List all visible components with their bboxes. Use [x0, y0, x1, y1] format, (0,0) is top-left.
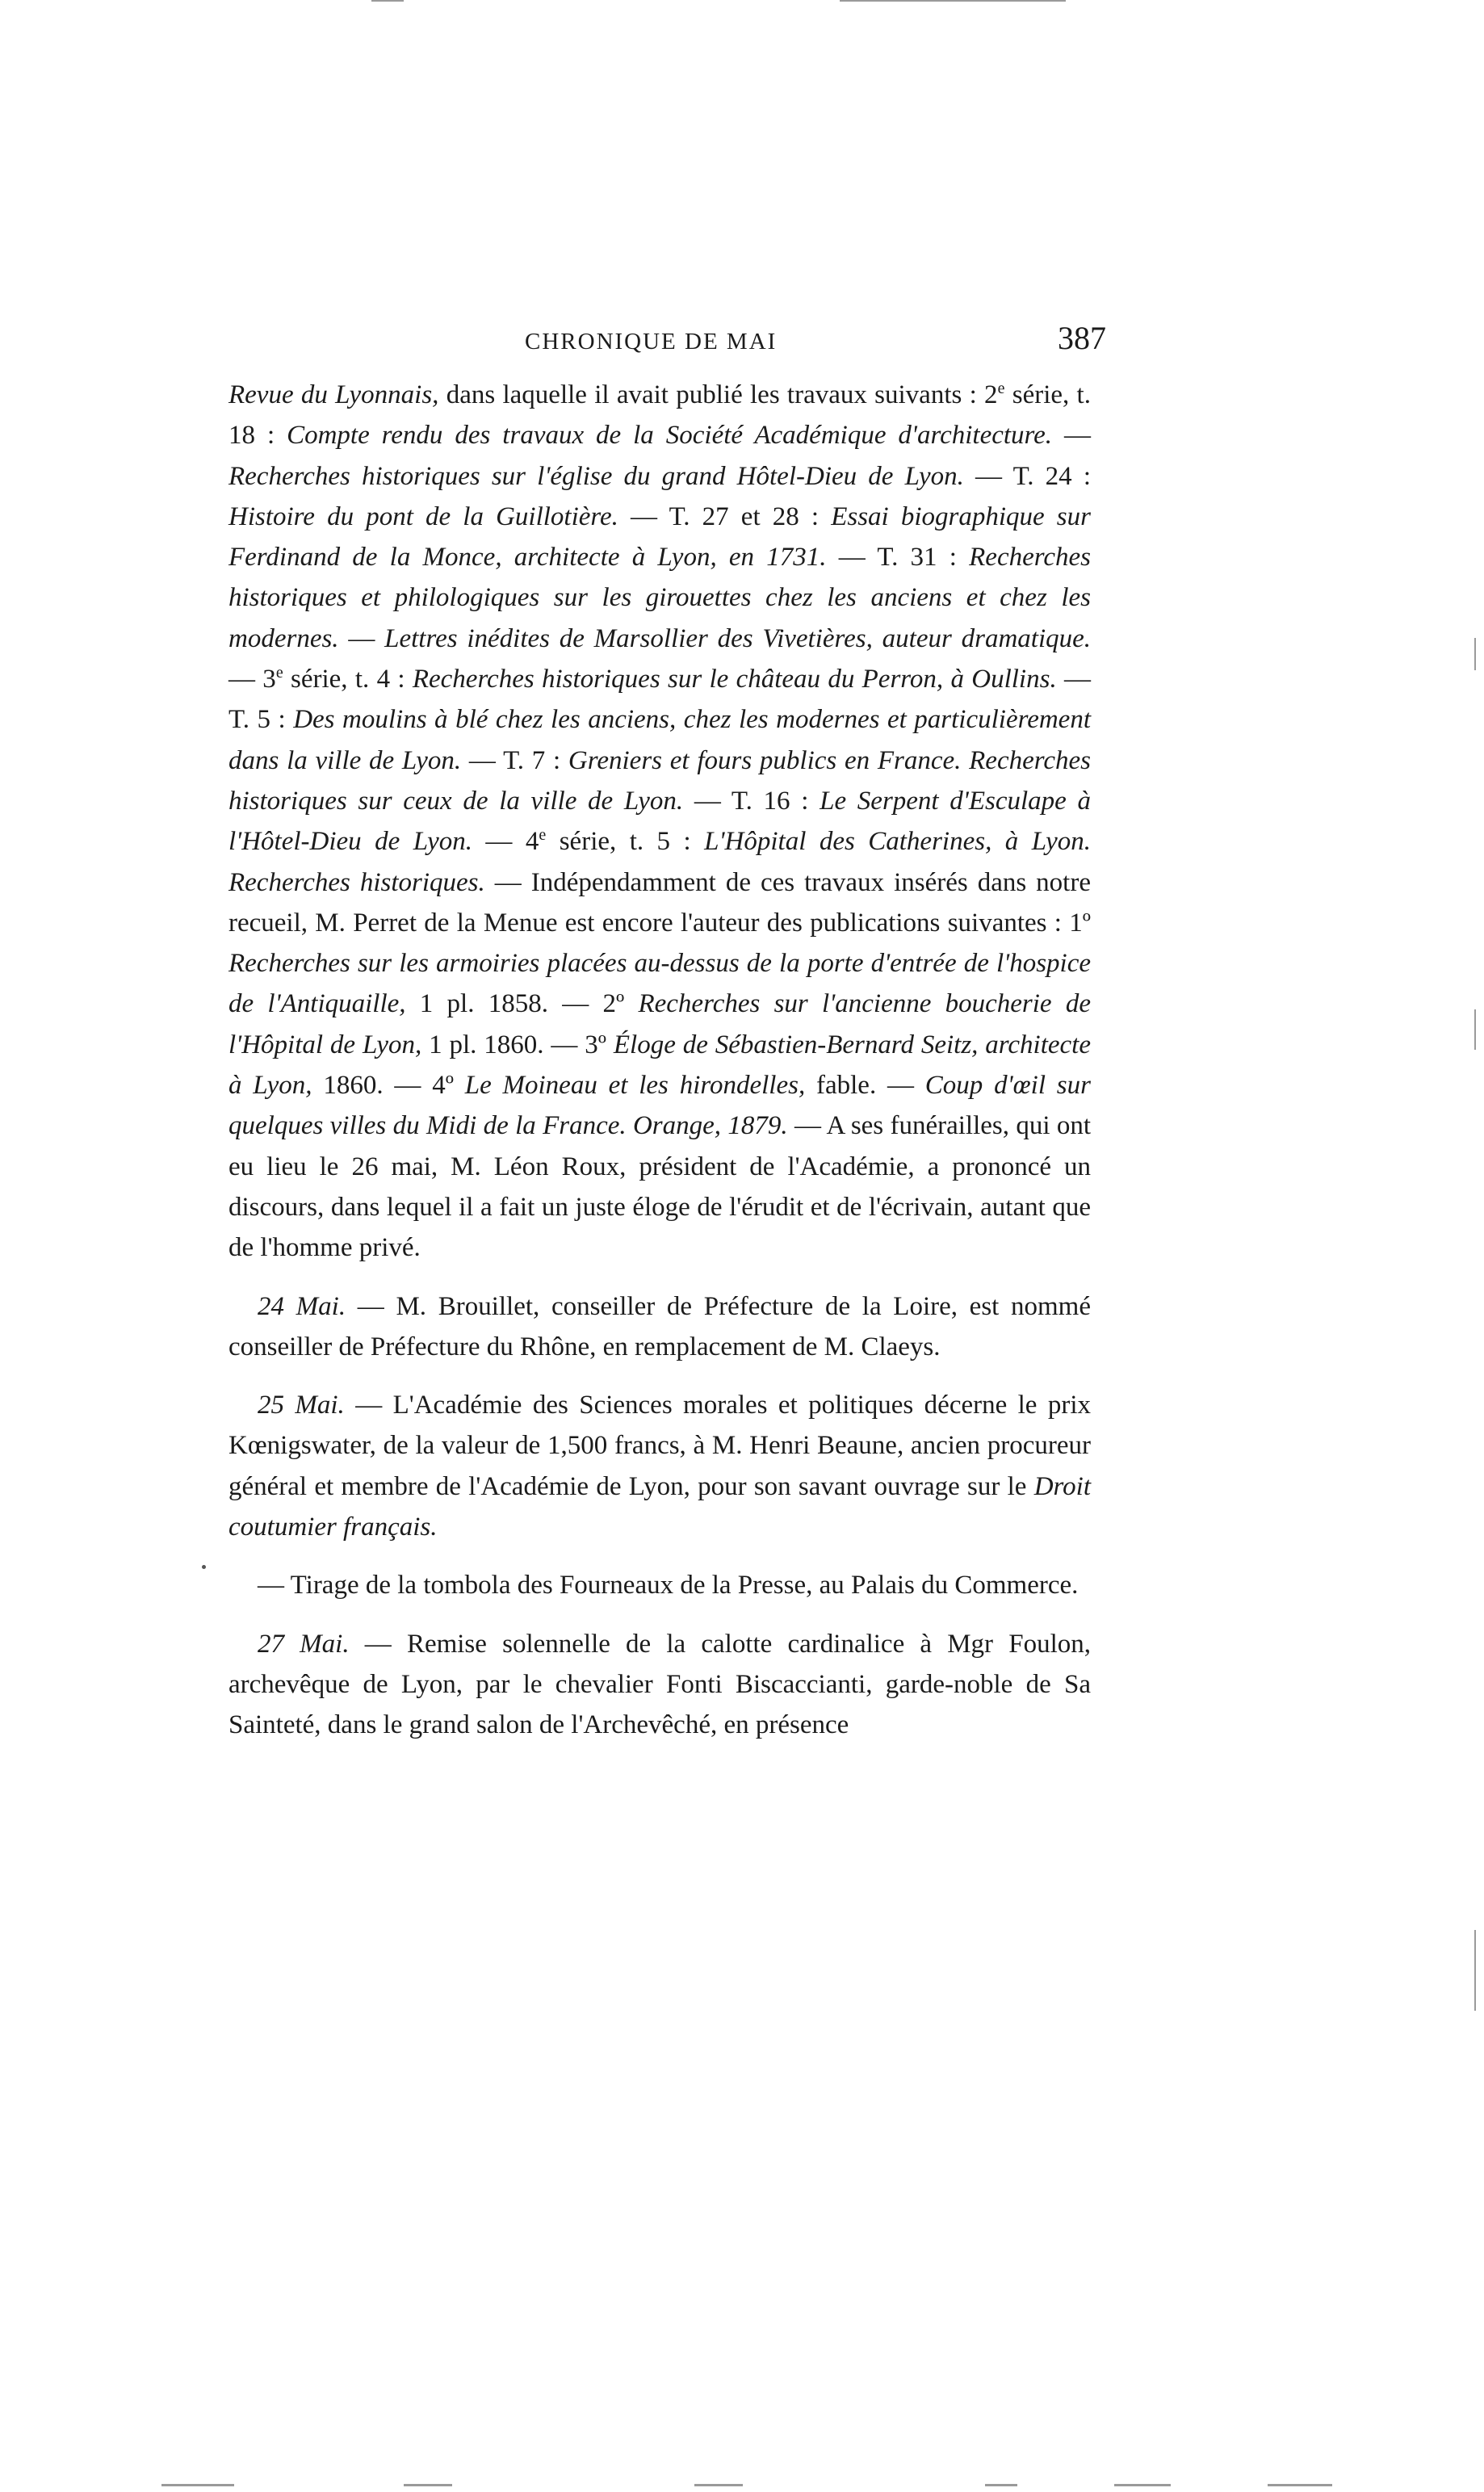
scan-artifact-bottom [1114, 2484, 1171, 2486]
scan-artifact-bottom [161, 2484, 234, 2486]
paragraph [228, 375, 1091, 1269]
text-run: — 3 [228, 665, 276, 694]
text-run: — Indépendamment de ces travaux insérés dans notre recueil, M. Perret de la Menue est encore l'auteur des publications suivantes : 1º [228, 867, 1091, 938]
text-run: — T. 27 et 28 : [618, 501, 832, 531]
text-run: — Remise solennelle de la calotte cardinalice à Mgr Foulon, archevêque de Lyon, par le chevalier Fonti Biscaccianti, garde-noble de Sa Sainteté, dans le grand salon de l'Archevêché, en présence [228, 1629, 1091, 1740]
paragraph [228, 1385, 1091, 1547]
italic-text: Compte rendu des travaux de la Société Académique d'architecture. [287, 421, 1053, 451]
italic-text: Recherches historiques et philologiques sur les girouettes chez les anciens et chez les modernes. [228, 543, 1091, 653]
text-run: 1860. — 4º [312, 1071, 465, 1101]
running-head: CHRONIQUE DE MAI [525, 329, 778, 355]
body-text [228, 375, 1091, 1764]
italic-text: Recherches historiques sur le château du Perron, à Oullins. [412, 665, 1057, 694]
text-run: 1 pl. 1860. — 3º [421, 1030, 614, 1059]
text-run: — T. 31 : [826, 543, 970, 573]
text-run: — Tirage de la tombola des Fourneaux de la Presse, au Palais du Commerce. [258, 1571, 1079, 1601]
scan-artifact-bottom [985, 2484, 1017, 2486]
paragraph [228, 1565, 1091, 1605]
text-run: — A ses funérailles, qui ont eu lieu le 26 mai, M. Léon Roux, président de l'Académie, a prononcé un discours, dans lequel il a fait un juste éloge de l'érudit et de l'écrivain, autant que de l'homme privé. [228, 1111, 1091, 1263]
italic-text: Histoire du pont de la Guillotière. [228, 501, 618, 531]
text-run: série, t. 5 : [546, 827, 705, 857]
italic-text: Lettres inédites de Marsollier des Vivetières, auteur dramatique. [384, 623, 1092, 653]
italic-text: Recherches historiques sur l'église du grand Hôtel-Dieu de Lyon. [228, 461, 964, 491]
italic-text: Essai biographique sur Ferdinand de la Monce, architecte à Lyon, en 1731. [228, 501, 1091, 573]
paragraph [228, 1624, 1091, 1746]
text-run: fable. — [805, 1071, 925, 1101]
italic-text: L'Hôpital des Catherines, à Lyon. Recherches historiques. [228, 827, 1091, 897]
page-header [226, 319, 1106, 367]
text-run: — T. 7 : [461, 745, 568, 775]
italic-text: Éloge de Sébastien-Bernard Seitz, architecte à Lyon, [228, 1030, 1091, 1101]
italic-text: Recherches sur les armoiries placées au-dessus de la porte d'entrée de l'hospice de l'Antiquaille, [228, 949, 1091, 1019]
italic-text: Droit coutumier français. [228, 1471, 1091, 1542]
scan-artifact-bottom [404, 2484, 452, 2486]
scan-speck [202, 1565, 206, 1569]
text-run: — T. 16 : [683, 786, 820, 816]
superscript: e [275, 664, 283, 682]
italic-text: Recherches sur l'ancienne boucherie de l'Hôpital de Lyon, [228, 989, 1091, 1059]
italic-text: 25 Mai. [258, 1391, 345, 1420]
scan-artifact-top-left [371, 0, 404, 2]
scan-artifact-right [1474, 1930, 1476, 2011]
text-run: — M. Brouillet, conseiller de Préfecture de la Loire, est nommé conseiller de Préfecture du Rhône, en remplacement de M. Claeys. [228, 1291, 1091, 1361]
text-run: série, t. 4 : [283, 665, 413, 694]
text-run: 1 pl. 1858. — 2º [405, 989, 639, 1019]
italic-text: Revue du Lyonnais, [228, 380, 439, 409]
scan-artifact-top [840, 0, 1066, 2]
text-run: — [1052, 421, 1092, 451]
text-run: — T. 5 : [228, 665, 1092, 735]
text-run: — 4 [472, 827, 539, 857]
text-run: — [338, 623, 385, 653]
italic-text: Des moulins à blé chez les anciens, chez les modernes et particulièrement dans la ville de Lyon. [228, 705, 1091, 775]
italic-text: Coup d'œil sur quelques villes du Midi de la France. Orange, 1879. [228, 1071, 1091, 1141]
text-run: dans laquelle il avait publié les travaux suivants : 2 [438, 380, 998, 409]
italic-text: Greniers et fours publics en France. Recherches historiques sur ceux de la ville de Lyon. [228, 745, 1091, 816]
scan-artifact-bottom [694, 2484, 743, 2486]
italic-text: 27 Mai. [258, 1629, 350, 1659]
superscript: e [539, 826, 547, 845]
scan-artifact-bottom [1268, 2484, 1332, 2486]
text-run: — T. 24 : [963, 461, 1092, 491]
text-run: — L'Académie des Sciences morales et politiques décerne le prix Kœnigswater, de la valeur de 1,500 francs, à M. Henri Beaune, ancien procureur général et membre de l'Académie de Lyon, pour son savant ouvrage sur le [228, 1391, 1091, 1501]
italic-text: 24 Mai. [258, 1291, 346, 1321]
italic-text: Le Moineau et les hirondelles, [464, 1071, 806, 1101]
scan-artifact-right [1474, 638, 1476, 670]
superscript: e [997, 380, 1005, 397]
page-number: 387 [1058, 320, 1106, 356]
italic-text: Le Serpent d'Esculape à l'Hôtel-Dieu de Lyon. [228, 786, 1091, 857]
text-run: série, t. 18 : [228, 380, 1091, 451]
paragraph [228, 1286, 1091, 1368]
scan-artifact-right [1474, 1009, 1476, 1050]
